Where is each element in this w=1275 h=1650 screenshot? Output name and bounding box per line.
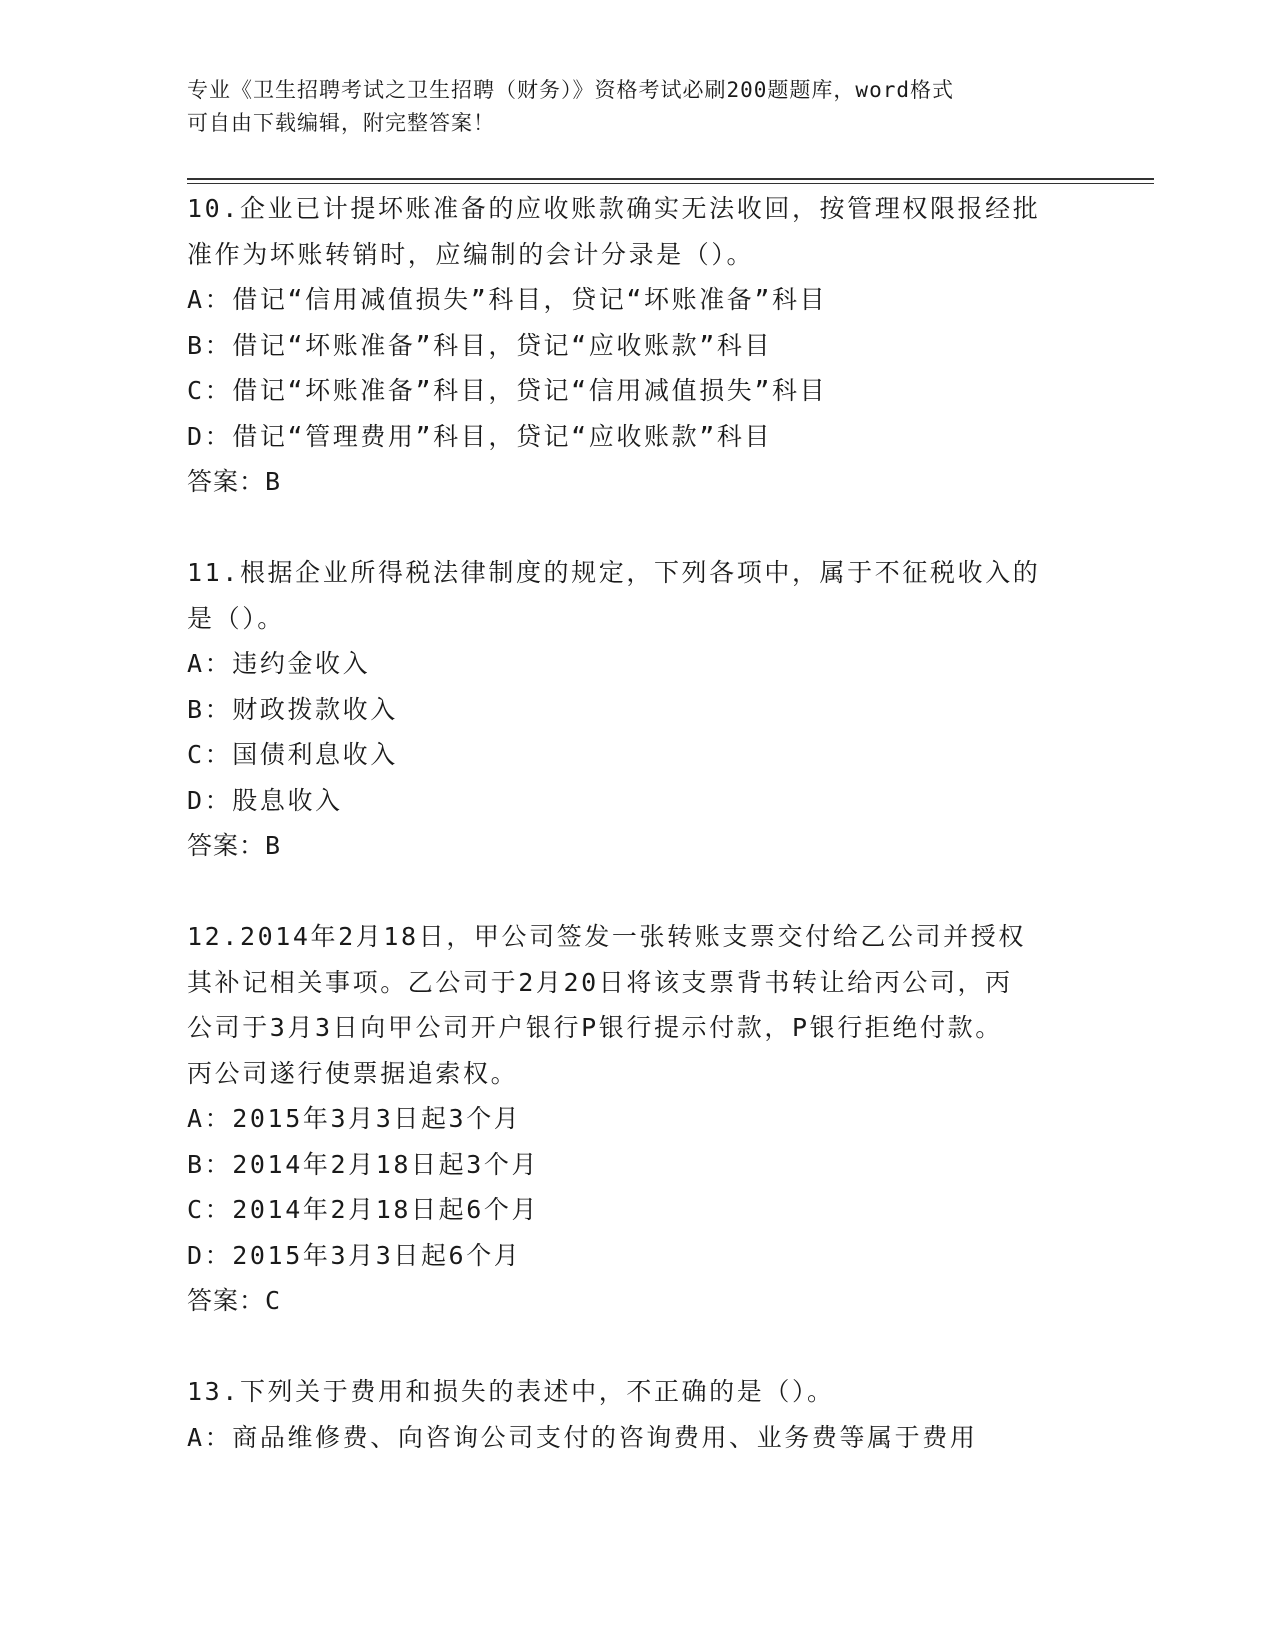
- option-d: D：借记“管理费用”科目，贷记“应收账款”科目: [187, 421, 773, 451]
- option-c: C：国债利息收入: [187, 740, 398, 769]
- option-b: B：财政拨款收入: [187, 694, 398, 724]
- option-b: B：2014年2月18日起3个月: [187, 1149, 540, 1179]
- spacer: [187, 1324, 1087, 1370]
- question-stem-line: 11.根据企业所得税法律制度的规定，下列各项中，属于不征税收入的: [187, 558, 1041, 587]
- answer-value: B: [265, 467, 282, 496]
- answer-label: 答案：: [187, 467, 266, 496]
- question-stem-line: 12.2014年2月18日，甲公司签发一张转账支票交付给乙公司并授权: [187, 922, 1026, 951]
- question-stem-line: 其补记相关事项。乙公司于2月20日将该支票背书转让给丙公司，丙: [187, 967, 1013, 997]
- answer-line: [187, 823, 1087, 869]
- option-d: D：2015年3月3日起6个月: [187, 1240, 522, 1270]
- answer-label: 答案：: [187, 831, 266, 860]
- option-c: C：2014年2月18日起6个月: [187, 1195, 540, 1224]
- header-line-1: 专业《卫生招聘考试之卫生招聘（财务）》资格考试必刷200题题库，word格式: [187, 78, 954, 102]
- answer-label: 答案：: [187, 1286, 266, 1315]
- answer-line: [187, 459, 1087, 505]
- option-d: D：股息收入: [187, 785, 343, 815]
- spacer: [187, 505, 1087, 551]
- option-c: C：借记“坏账准备”科目，贷记“信用减值损失”科目: [187, 376, 828, 405]
- question-stem-line: 准作为坏账转销时，应编制的会计分录是（）。: [187, 239, 755, 269]
- option-b: B：借记“坏账准备”科目，贷记“应收账款”科目: [187, 330, 773, 360]
- answer-line: [187, 1278, 1087, 1324]
- question-12: [187, 914, 1087, 1324]
- spacer: [187, 869, 1087, 915]
- question-11: [187, 550, 1087, 869]
- answer-value: C: [265, 1286, 282, 1315]
- question-stem-line: 10.企业已计提坏账准备的应收账款确实无法收回，按管理权限报经批: [187, 194, 1041, 223]
- question-stem-line: 13.下列关于费用和损失的表述中，不正确的是（）。: [187, 1377, 835, 1406]
- option-a: A：2015年3月3日起3个月: [187, 1104, 522, 1133]
- header-divider-thin: [187, 183, 1154, 184]
- question-list: [187, 186, 1087, 1460]
- option-a: A：商品维修费、向咨询公司支付的咨询费用、业务费等属于费用: [187, 1422, 978, 1452]
- question-stem-line: 公司于3月3日向甲公司开户银行P银行提示付款，P银行拒绝付款。: [187, 1013, 1003, 1042]
- option-a: A：违约金收入: [187, 649, 371, 678]
- option-a: A：借记“信用减值损失”科目，贷记“坏账准备”科目: [187, 285, 828, 314]
- question-stem-line: 是（）。: [187, 603, 285, 633]
- question-stem-line: 丙公司遂行使票据追索权。: [187, 1058, 519, 1088]
- document-header: [187, 74, 1067, 140]
- question-10: [187, 186, 1087, 505]
- question-13: [187, 1369, 1087, 1460]
- header-line-2: 可自由下载编辑，附完整答案！: [187, 111, 495, 135]
- header-divider-thick: [187, 178, 1154, 180]
- answer-value: B: [265, 831, 282, 860]
